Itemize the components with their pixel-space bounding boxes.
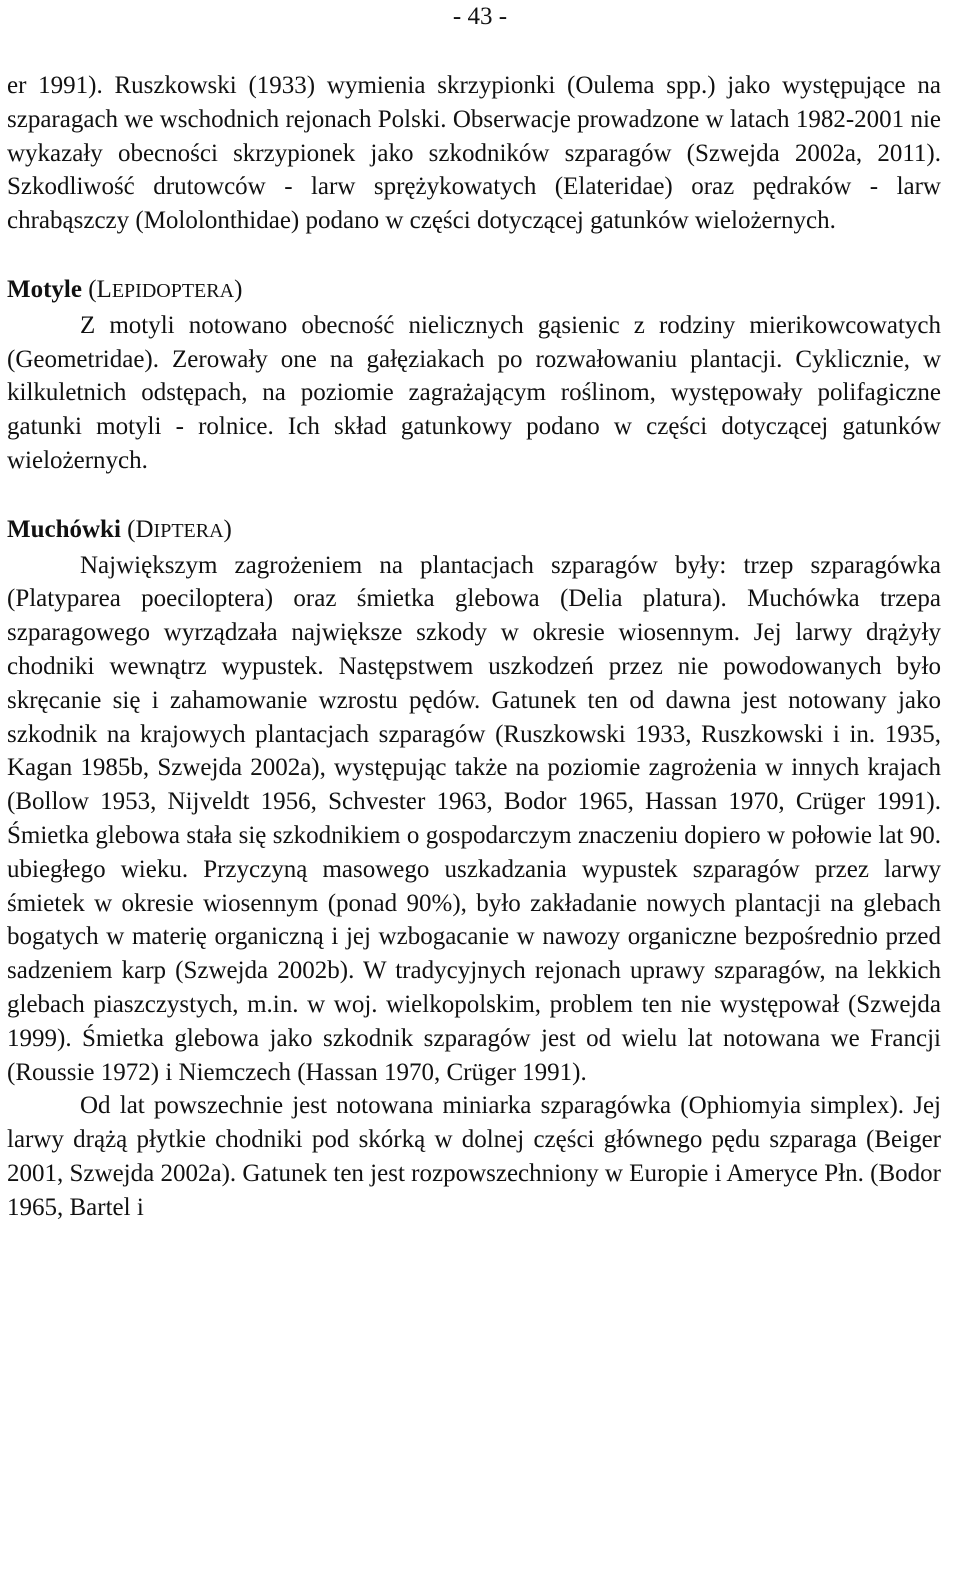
section-gap (7, 478, 941, 513)
section-paragraph: Od lat powszechnie jest notowana miniarka szparagówka (Ophiomyia simplex). Jej larwy drążą płytkie chodniki pod skórką w dolnej części głównego pędu szparaga (Beiger 2001, Szwejda 2002a). Gatunek ten jest rozpowszechniony w Europie i Ameryce Płn. (Bodor 1965, Bartel i (7, 1092, 941, 1221)
section-heading (7, 513, 941, 549)
intro-paragraph: er 1991). Ruszkowski (1933) wymienia skrzypionki (Oulema spp.) jako występujące na szparagach we wschodnich rejonach Polski. Obserwacje prowadzone w latach 1982-2001 nie wykazały obecności skrzypionek jako szkodników szparagów (Szwejda 2002a, 2011). Szkodliwość drutowców - larw sprężykowatych (Elateridae) oraz pędraków - larw chrabąszczy (Mololonthidae) podano w części dotyczącej gatunków wielożernych. (7, 72, 941, 235)
section-order-close: ) (234, 275, 243, 303)
section-title: Muchówki (7, 515, 121, 543)
page-number: - 43 - (452, 3, 508, 30)
section-paragraph: Największym zagrożeniem na plantacjach szparagów były: trzep szparagówka (Platyparea poeciloptera) oraz śmietka glebowa (Delia platura). Muchówka trzepa szparagowego wyrządzała największe szkody w okresie wiosennym. Jej larwy drążyły chodniki wewnątrz wypustek. Następstwem uszkodzeń przez nie powodowanych było skręcanie się i zahamowanie wzrostu pędów. Gatunek ten od dawna jest notowany jako szkodnik na krajowych plantacjach szparagów (Ruszkowski 1933, Ruszkowski i in. 1935, Kagan 1985b, Szwejda 2002a), występując także na poziomie zagrożenia w innych krajach (Bollow 1953, Nijveldt 1956, Schvester 1963, Bodor 1965, Hassan 1970, Crüger 1991). Śmietka glebowa stała się szkodnikiem o gospodarczym znaczeniu dopiero w połowie lat 90. ubiegłego wieku. Przyczyną masowego uszkadzania wypustek szparagów przez larwy śmietek w okresie wiosennym (ponad 90%), było zakładanie nowych plantacji na glebach bogatych w materię organiczną i jej wzbogacanie w nawozy organiczne bezpośrednio przed sadzeniem karp (Szwejda 2002b). W tradycyjnych rejonach uprawy szparagów, na lekkich glebach piaszczystych, m.in. w woj. wielkopolskim, problem ten nie występował (Szwejda 1999). Śmietka glebowa jako szkodnik szparagów jest od wielu lat notowana we Francji (Roussie 1972) i Niemczech (Hassan 1970, Crüger 1991). (7, 551, 941, 1086)
section-gap (7, 238, 941, 273)
section-diptera (7, 513, 941, 1225)
section-order-caps: IPTERA (153, 519, 224, 542)
section-lepidoptera (7, 273, 941, 478)
section-title: Motyle (7, 275, 82, 303)
body-text (7, 69, 941, 1225)
section-order-close: ) (223, 515, 232, 543)
section-heading (7, 273, 941, 309)
section-order-caps: EPIDOPTERA (111, 279, 235, 302)
section-paragraph: Z motyli notowano obecność nielicznych gąsienic z rodziny mierikowcowatych (Geometridae). Zerowały one na gałęziakach po rozwałowaniu plantacji. Cyklicznie, w kilkuletnich odstępach, na poziomie zagrażającym roślinom, występowały polifagiczne gatunki motyli - rolnice. Ich skład gatunkowy podano w części dotyczącej gatunków wielożernych. (7, 311, 941, 474)
section-order-open: (L (81, 275, 112, 303)
section-order-open: (D (120, 515, 154, 543)
